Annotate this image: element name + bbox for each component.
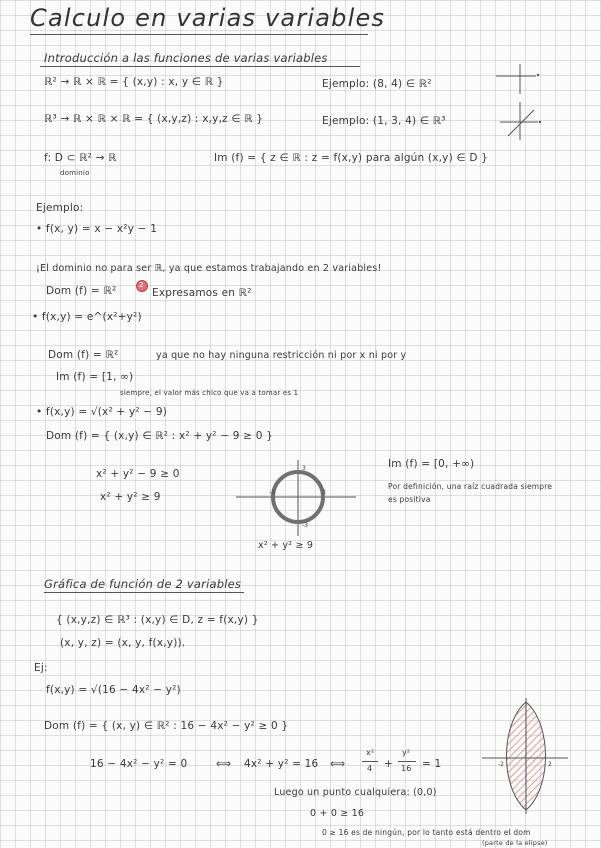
axes-2d-sketch — [492, 62, 542, 98]
example3-inequality-2: x² + y² ≥ 9 — [100, 491, 161, 503]
svg-text:3: 3 — [322, 489, 326, 496]
circle-graph-label: x² + y² ≥ 9 — [258, 540, 314, 551]
example4-domain: Dom (f) = { (x, y) ∈ ℝ² : 16 − 4x² − y² ≥ 0 } — [44, 720, 289, 732]
circle-domain-graph — [236, 458, 356, 538]
fraction2-bar — [398, 761, 416, 762]
graph-point-definition: (x, y, z) = (x, y, f(x,y)). — [60, 637, 186, 649]
example2-domain-note: ya que no hay ninguna restricción ni por x ni por y — [156, 350, 407, 361]
example3-function: • f(x,y) = √(x² + y² − 9) — [36, 406, 168, 418]
svg-text:-3: -3 — [269, 489, 275, 496]
fraction1-bar — [362, 761, 378, 762]
example3-image: Im (f) = [0, +∞) — [388, 458, 475, 470]
section2-underline — [44, 592, 244, 593]
example2-image-note: siempre, el valor más chico que va a tomar es 1 — [120, 389, 299, 397]
r3-definition: ℝ³ → ℝ × ℝ × ℝ = { (x,y,z) : x,y,z ∈ ℝ } — [44, 113, 264, 125]
axes-3d-sketch — [494, 100, 544, 144]
example4-label: Ej: — [34, 662, 48, 674]
r2-definition: ℝ² → ℝ × ℝ = { (x,y) : x, y ∈ ℝ } — [44, 76, 224, 88]
function-definition: f: D ⊂ ℝ² → ℝ — [44, 152, 117, 164]
ellipse-domain-graph — [478, 696, 574, 816]
example1-function: • f(x, y) = x − x²y − 1 — [36, 223, 158, 235]
fraction2-numerator: y² — [402, 748, 411, 757]
dominio-note: dominio — [60, 169, 90, 177]
test-point: Luego un punto cualquiera: (0,0) — [274, 787, 437, 798]
example4-equation-2: 4x² + y² = 16 — [244, 758, 319, 770]
example1-domain: Dom (f) = ℝ² — [46, 285, 117, 297]
equation-right: = 1 — [422, 758, 442, 770]
fraction2-denominator: 16 — [401, 764, 412, 773]
example3-domain: Dom (f) = { (x,y) ∈ ℝ² : x² + y² − 9 ≥ 0 } — [46, 430, 274, 442]
graph-definition: { (x,y,z) ∈ ℝ³ : (x,y) ∈ D, z = f(x,y) } — [56, 614, 259, 626]
iff-arrow: ⟺ — [330, 758, 346, 770]
example4-function: f(x,y) = √(16 − 4x² − y²) — [46, 684, 181, 696]
example1-note: ¡El dominio no para ser ℝ, ya que estamos trabajando en 2 variables! — [36, 263, 382, 274]
title-underline — [30, 34, 368, 35]
page-title: Calculo en varias variables — [30, 4, 386, 32]
example1-label: Ejemplo: — [36, 202, 84, 214]
svg-text:3: 3 — [302, 465, 306, 472]
image-definition: Im (f) = { z ∈ ℝ : z = f(x,y) para algún (x,y) ∈ D } — [214, 152, 489, 164]
example3-image-note-1: Por definición, una raíz cuadrada siempre — [388, 482, 553, 491]
example4-equation: 16 − 4x² − y² = 0 — [90, 758, 188, 770]
example2-domain: Dom (f) = ℝ² — [48, 349, 119, 361]
circled-mark-label: 2 — [139, 281, 144, 289]
section2-heading: Gráfica de función de 2 variables — [44, 577, 242, 591]
example2-image: Im (f) = [1, ∞) — [56, 371, 134, 383]
svg-text:-3: -3 — [302, 522, 308, 529]
r2-example: Ejemplo: (8, 4) ∈ ℝ² — [322, 78, 432, 90]
section1-underline — [40, 66, 360, 67]
test-line-1: 0 + 0 ≥ 16 — [310, 808, 365, 819]
fraction1-denominator: 4 — [367, 764, 373, 773]
example1-domain-note: Expresamos en ℝ² — [152, 287, 252, 299]
example3-image-note-2: es positiva — [388, 495, 431, 504]
section1-heading: Introducción a las funciones de varias variables — [44, 51, 328, 65]
svg-text:2: 2 — [548, 761, 552, 768]
fraction1-numerator: x² — [366, 748, 375, 757]
svg-text:-2: -2 — [498, 761, 504, 768]
example2-function: • f(x,y) = e^(x²+y²) — [32, 311, 142, 323]
implies-arrow: ⟺ — [216, 758, 232, 770]
r3-example: Ejemplo: (1, 3, 4) ∈ ℝ³ — [322, 115, 446, 127]
test-line-2: 0 ≥ 16 es de ningún, por lo tanto está dentro el dom — [322, 828, 531, 837]
example3-inequality-1: x² + y² − 9 ≥ 0 — [96, 468, 180, 480]
test-line-3: (parte de la elipse) — [482, 839, 548, 847]
plus-sign: + — [384, 758, 393, 770]
